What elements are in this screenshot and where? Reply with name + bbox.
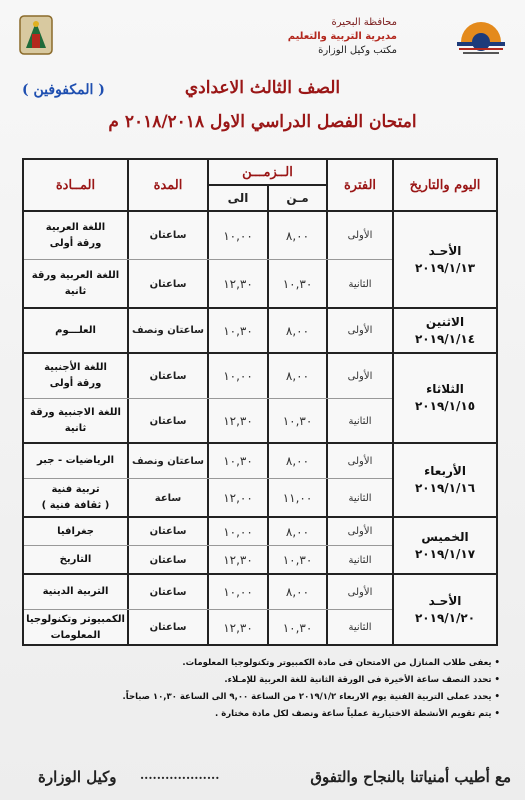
note-text: يحدد عملى التربية الفنية يوم الاربعاء ٢٠١٩/١/٢ من الساعة ٩,٠٠ الى الساعة ١٠,٣٠ صباحاً. — [122, 692, 492, 702]
to-cell: ١٠,٠٠ — [223, 369, 253, 383]
to-cell: ١٠,٠٠ — [223, 524, 253, 539]
office-name: مكتب وكيل الوزارة — [318, 45, 397, 56]
governorate-name: محافظة البحيرة — [331, 17, 397, 28]
duration-cell: ساعتان — [149, 370, 187, 382]
header-subject: المــادة — [55, 177, 96, 193]
period-cell: الأولى — [347, 455, 373, 467]
governorate-logo — [14, 12, 58, 58]
note-text: يعفى طلاب المنازل من الامتحان فى مادة الكمبيوتر وتكنولوجيا المعلومات. — [182, 658, 492, 668]
header-duration: المدة — [153, 177, 183, 193]
day-name: الأربعاء — [424, 464, 466, 478]
from-cell: ٨,٠٠ — [285, 454, 310, 468]
session-divider — [24, 398, 392, 399]
subject-line-2: ثانية — [64, 423, 87, 434]
from-cell: ١٠,٣٠ — [282, 553, 313, 567]
directorate-block — [288, 16, 397, 58]
duration-cell: ساعتان — [149, 586, 187, 598]
subject-line-1: الكمبيوتر وتكنولوجيا — [26, 613, 125, 625]
subject-cell — [24, 444, 127, 478]
day-date: ٢٠١٩/١/٢٠ — [414, 610, 476, 625]
subject-line-2: ثانية — [64, 286, 87, 297]
subject-cell — [24, 261, 127, 307]
to-cell: ١٢,٣٠ — [223, 277, 253, 291]
subject-cell — [24, 611, 127, 644]
day-cell — [394, 518, 496, 573]
period-cell: الثانية — [348, 415, 372, 427]
subject-line-1: اللغة الأجنبية — [44, 362, 107, 373]
subject-line-1: العلـــوم — [55, 324, 96, 336]
from-cell: ٨,٠٠ — [285, 585, 310, 599]
duration-cell: ساعة — [154, 492, 182, 504]
period-cell: الثانية — [348, 492, 372, 504]
subject-line-1: اللغة الاجنبية ورقة — [30, 407, 121, 418]
from-cell: ٨,٠٠ — [285, 323, 310, 338]
day-date: ٢٠١٩/١/١٧ — [414, 546, 476, 561]
header-time: الــزمـــن — [242, 164, 293, 180]
period-cell: الأولى — [347, 325, 373, 336]
header — [0, 6, 525, 70]
from-cell: ١٠,٣٠ — [282, 414, 313, 428]
subject-line-1: الرياضيات - جبر — [36, 455, 115, 466]
footer-dots: ................... — [140, 768, 220, 782]
subject-cell — [24, 575, 127, 609]
day-date: ٢٠١٩/١/١٦ — [414, 481, 476, 495]
period-cell: الأولى — [347, 586, 373, 598]
session-divider — [24, 609, 392, 610]
note-item: • تحدد النصف ساعة الأخيرة فى الورقة الثانية للغة العربية للإمـلاء. — [224, 675, 500, 685]
day-name: الاثنين — [425, 314, 465, 329]
period-cell: الثانية — [348, 554, 372, 566]
day-name: الأحـد — [428, 593, 462, 608]
duration-cell: ساعتان — [149, 554, 187, 566]
to-cell: ١٠,٠٠ — [223, 228, 253, 243]
footer-wishes: مع أطيب أمنياتنا بالنجاح والتفوق — [310, 768, 511, 786]
education-directorate-logo — [451, 12, 511, 56]
day-cell — [394, 309, 496, 352]
to-cell: ١٠,٣٠ — [223, 323, 253, 338]
duration-cell: ساعتان — [149, 230, 187, 241]
subject-line-1: التربية الدينية — [42, 586, 109, 597]
note-item: • يعفى طلاب المنازل من الامتحان فى مادة الكمبيوتر وتكنولوجيا المعلومات. — [182, 658, 500, 668]
note-item: • يحدد عملى التربية الفنية يوم الاربعاء ٢٠١٩/١/٢ من الساعة ٩,٠٠ الى الساعة ١٠,٣٠ صباحاً. — [122, 692, 500, 702]
footer — [0, 768, 525, 792]
day-cell — [394, 575, 496, 644]
subject-cell — [24, 354, 127, 398]
subject-line-1: اللغة العربية ورقة — [31, 270, 120, 281]
exam-schedule-table — [22, 158, 498, 646]
duration-cell: ساعتان ونصف — [132, 455, 205, 467]
subject-cell — [24, 309, 127, 352]
to-cell: ١٠,٣٠ — [223, 454, 253, 468]
session-divider — [24, 545, 392, 546]
header-from: مـن — [286, 191, 309, 205]
subject-line-2: ( ثقافة فنية ) — [41, 500, 110, 511]
subject-cell — [24, 400, 127, 442]
exam-title: امتحان الفصل الدراسي الاول ٢٠١٨/٢٠١٨ م — [108, 112, 417, 132]
duration-cell: ساعتان — [149, 415, 187, 427]
header-period: الفترة — [343, 177, 377, 193]
header-day: اليوم والتاريخ — [409, 177, 481, 193]
subject-line-1: جغرافيا — [57, 525, 94, 537]
to-cell: ١٢,٣٠ — [223, 553, 253, 567]
from-cell: ٨,٠٠ — [285, 369, 310, 383]
to-cell: ١٢,٣٠ — [223, 414, 253, 428]
subject-cell — [24, 212, 127, 259]
day-name: الأحـد — [428, 243, 462, 258]
subject-cell — [24, 518, 127, 545]
subject-line-2: ورقة أولى — [49, 378, 102, 389]
session-divider — [24, 478, 392, 479]
period-cell: الأولى — [347, 230, 373, 241]
grade-title: الصف الثالث الاعدادي — [184, 78, 341, 98]
from-cell: ٨,٠٠ — [285, 524, 310, 539]
to-cell: ١٠,٠٠ — [223, 585, 253, 599]
period-cell: الثانية — [348, 622, 372, 633]
from-cell: ١١,٠٠ — [282, 491, 313, 505]
to-cell: ١٢,٣٠ — [223, 620, 253, 635]
duration-cell: ساعتان — [149, 526, 187, 537]
period-cell: الأولى — [347, 526, 373, 537]
note-text: يتم تقويم الأنشطة الاختيارية عملياً ساعة ونصف لكل مادة مختارة . — [215, 709, 492, 719]
day-date: ٢٠١٩/١/١٣ — [414, 260, 476, 275]
subject-line-2: ورقة أولى — [49, 237, 102, 249]
footer-signature: وكيل الوزارة — [38, 768, 117, 786]
day-name: الثلاثاء — [426, 382, 464, 396]
subject-line-2: المعلومات — [50, 629, 101, 641]
from-cell: ١٠,٣٠ — [282, 620, 313, 635]
to-cell: ١٢,٠٠ — [223, 491, 253, 505]
duration-cell: ساعتان — [149, 278, 187, 290]
day-cell — [394, 354, 496, 442]
note-item: • يتم تقويم الأنشطة الاختيارية عملياً ساعة ونصف لكل مادة مختارة . — [215, 709, 500, 719]
directorate-name: مديرية التربية والتعليم — [287, 31, 397, 42]
header-to: الى — [227, 191, 249, 205]
from-cell: ١٠,٣٠ — [282, 277, 313, 291]
period-cell: الثانية — [348, 278, 372, 290]
day-date: ٢٠١٩/١/١٤ — [414, 331, 476, 346]
period-cell: الأولى — [347, 370, 373, 382]
duration-cell: ساعتان ونصف — [132, 325, 205, 336]
day-cell — [394, 444, 496, 516]
note-text: تحدد النصف ساعة الأخيرة فى الورقة الثانية للغة العربية للإمـلاء. — [224, 675, 492, 685]
duration-cell: ساعتان — [149, 622, 187, 633]
blind-label: ( المكفوفين ) — [22, 82, 105, 98]
session-divider — [24, 259, 392, 260]
subject-cell — [24, 547, 127, 573]
day-name: الخميس — [421, 529, 469, 544]
subject-line-1: تربية فنية — [51, 484, 100, 495]
from-cell: ٨,٠٠ — [285, 228, 310, 243]
subject-cell — [24, 480, 127, 516]
day-date: ٢٠١٩/١/١٥ — [414, 399, 476, 413]
subject-line-1: اللغة العربية — [45, 221, 106, 233]
day-cell — [394, 212, 496, 307]
subject-line-1: التاريخ — [59, 554, 92, 565]
